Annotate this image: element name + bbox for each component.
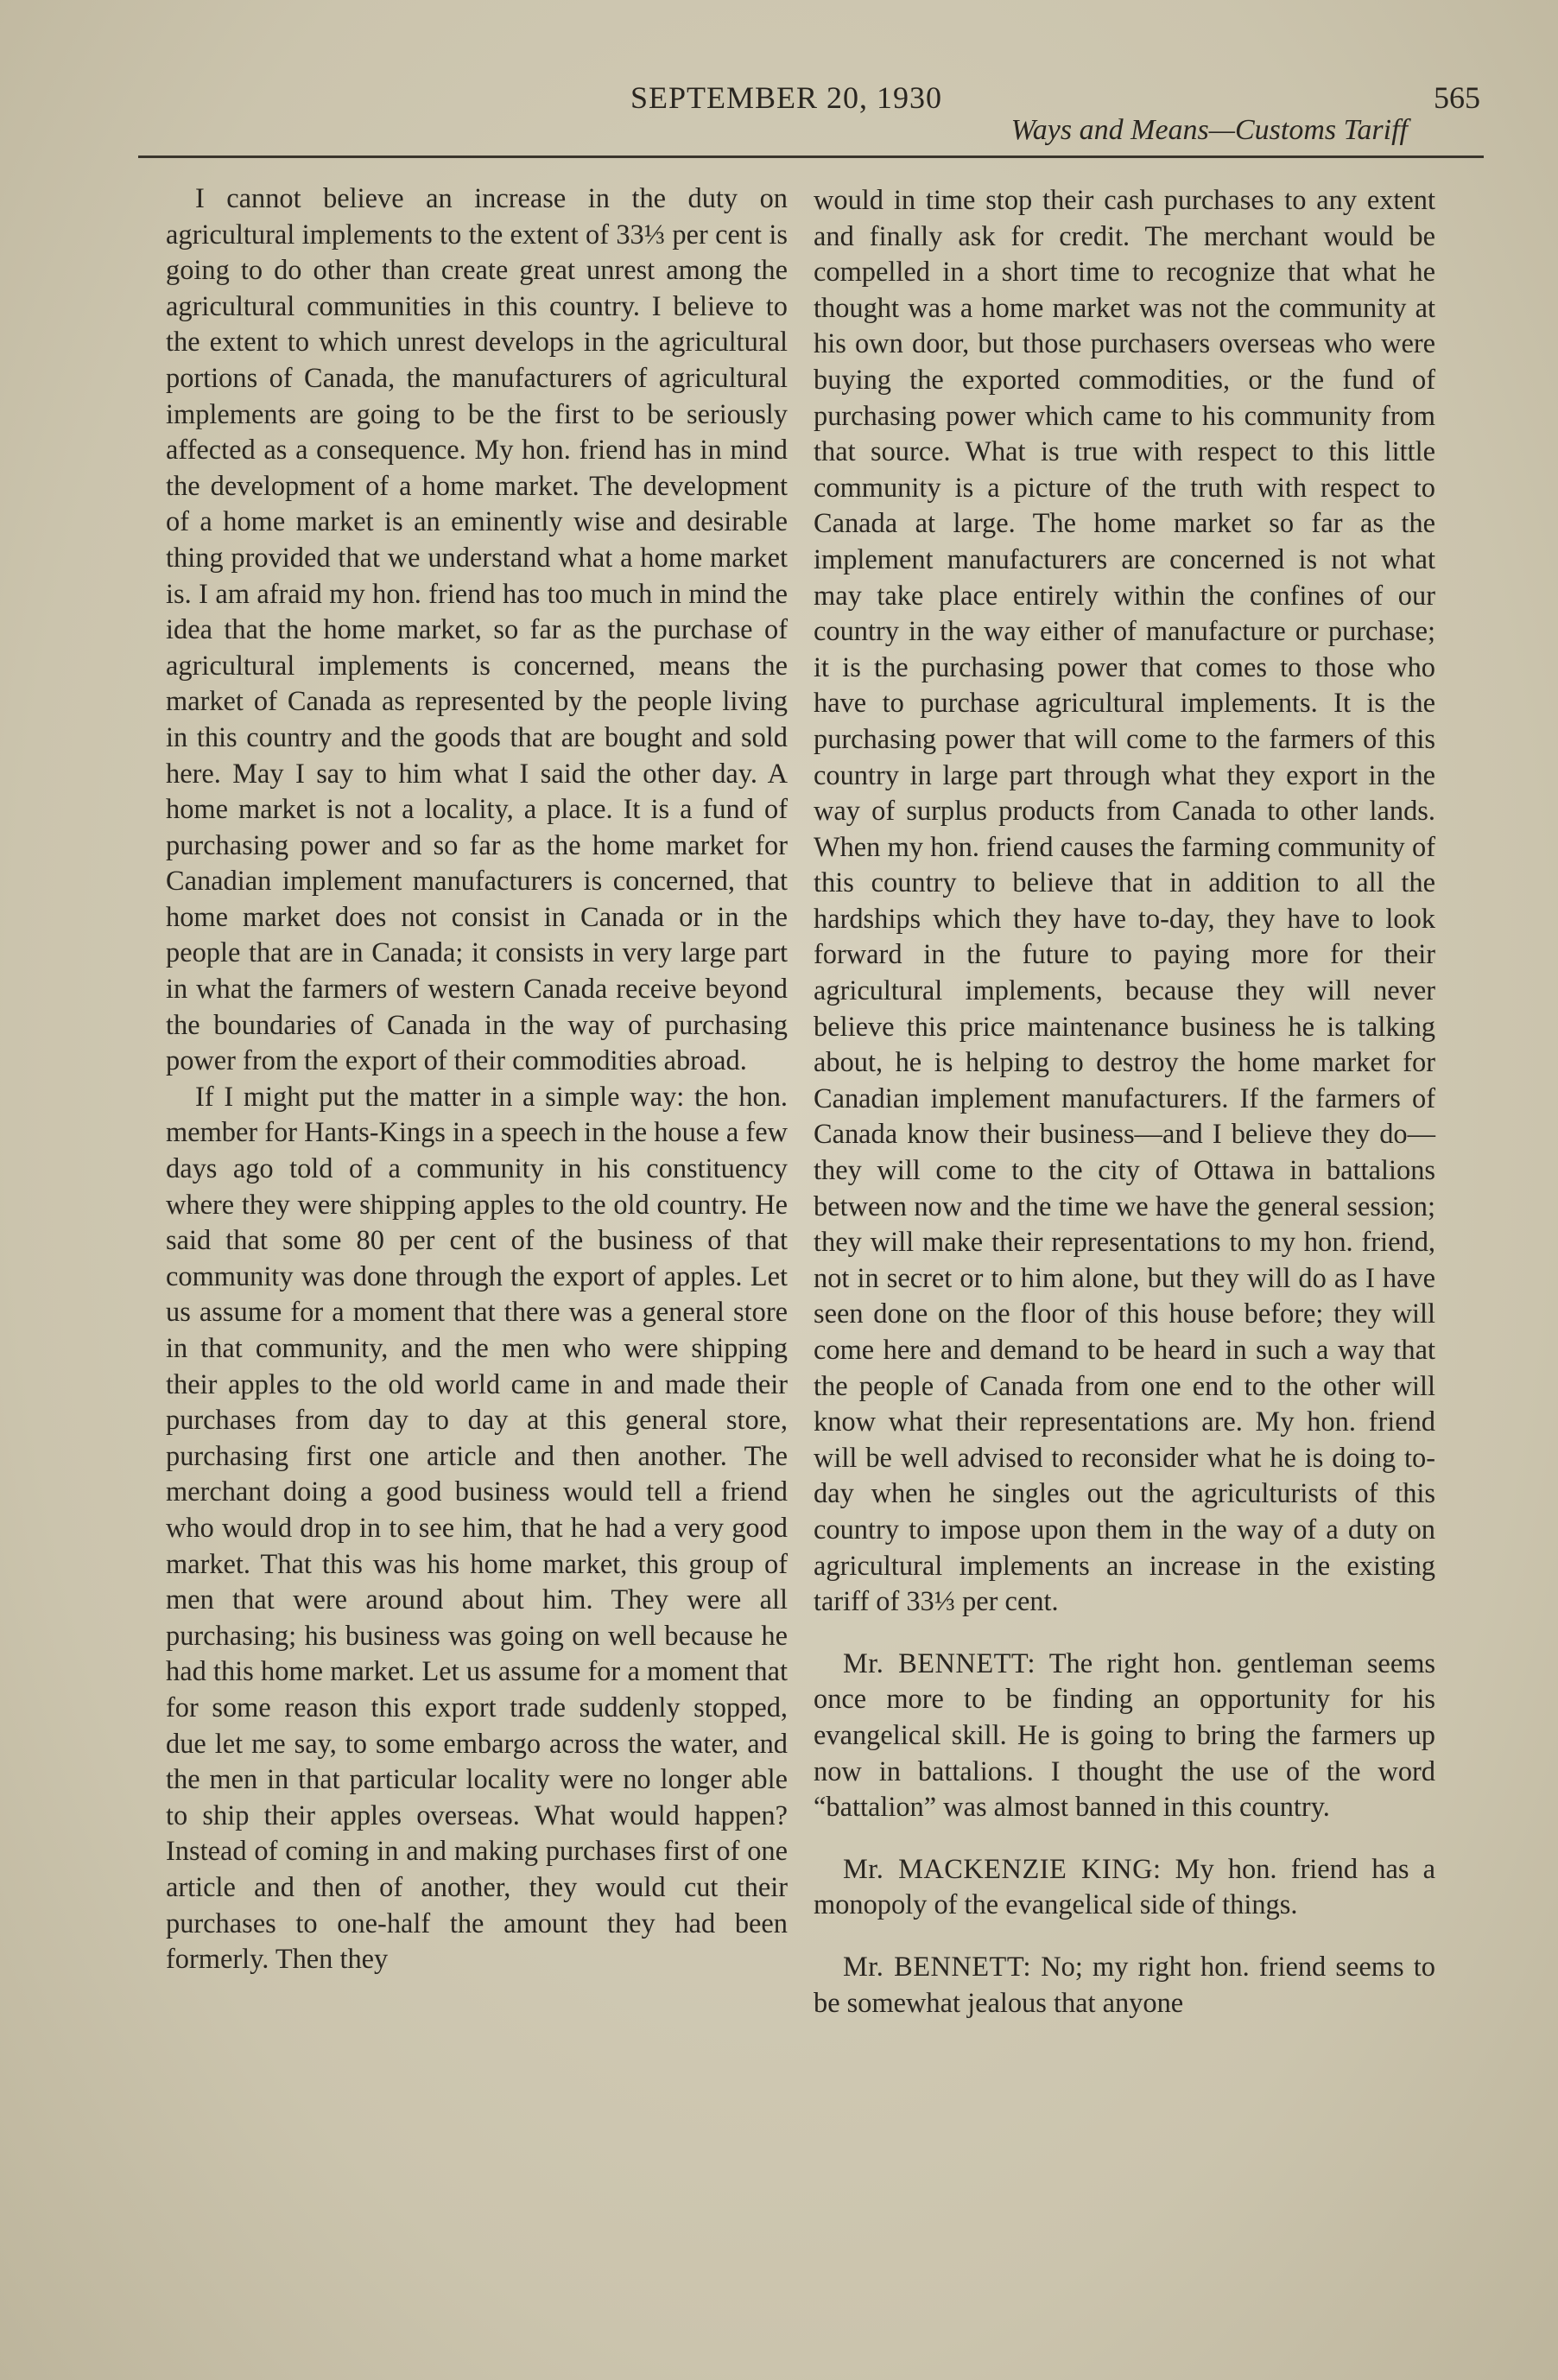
running-title: Ways and Means—Customs Tariff bbox=[1010, 114, 1408, 146]
left-column bbox=[166, 181, 788, 1978]
speech-paragraph bbox=[814, 1852, 1435, 1924]
speech-text: No; my right hon. friend seems to be somewhat jealous that anyone bbox=[814, 1951, 1435, 2019]
speaker-name: Mr. MACKENZIE KING: bbox=[843, 1853, 1162, 1885]
header-date: SEPTEMBER 20, 1930 bbox=[630, 80, 943, 115]
speaker-name: Mr. BENNETT: bbox=[843, 1951, 1032, 1983]
speaker-name: Mr. BENNETT: bbox=[843, 1647, 1036, 1679]
speech-text: My hon. friend has a monopoly of the evangelical side of things. bbox=[814, 1853, 1435, 1921]
speech-text: The right hon. gentleman seems once more to be finding an opportunity for his evangelical skill. He is going to bring the farmers up now in battalions. I thought the use of the word “battalion” was almost banned in this country. bbox=[814, 1647, 1435, 1824]
paragraph: If I might put the matter in a simple way: the hon. member for Hants-Kings in a speech in the house a few days ago told of a community in his constituency where they were shipping apples to the old country. He said that some 80 per cent of the business of that community was done through the export of apples. Let us assume for a moment that there was a general store in that community, and the men who were shipping their apples to the old world came in and made their purchases from day to day at this general store, purchasing first one article and then another. The merchant doing a good business would tell a friend who would drop in to see him, that he had a very good market. That this was his home market, this group of men that were around about him. They were all purchasing; his business was going on well because he had this home market. Let us assume for a moment that for some reason this export trade suddenly stopped, due let me say, to some embargo across the water, and the men in that particular locality were no longer able to ship their apples overseas. What would happen? Instead of coming in and making purchases first of one article and then of another, they would cut their purchases to one-half the amount they had been formerly. Then they bbox=[166, 1081, 788, 1976]
speech-paragraph bbox=[814, 1647, 1435, 1826]
header-rule bbox=[138, 155, 1484, 158]
paragraph: would in time stop their cash purchases to any extent and finally ask for credit. The merchant would be compelled in a short time to recognize that what he thought was a home market was not the community at his own door, but those purchasers overseas who were buying the exported commodities, or the fund of purchasing power which came to his community from that source. What is true with respect to this little community is a picture of the truth with respect to Canada at large. The home market so far as the implement manufacturers are concerned is not what may take place entirely within the confines of our country in the way either of manufacture or purchase; it is the purchasing power that comes to those who have to purchase agricultural implements. It is the purchasing power that will come to the farmers of this country in large part through what they export in the way of surplus products from Canada to other lands. When my hon. friend causes the farming community of this country to believe that in addition to all the hardships which they have to-day, they have to look forward in the future to paying more for their agricultural implements, because they will never believe this price maintenance business he is talking about, he is helping to destroy the home market for Canadian implement manufacturers. If the farmers of Canada know their business—and I believe they do—they will come to the city of Ottawa in battalions between now and the time we have the general session; they will make their representations to my hon. friend, not in secret or to him alone, but they will do as I have seen done on the floor of this house before; they will come here and demand to be heard in such a way that the people of Canada from one end to the other will know what their representations are. My hon. friend will be well advised to reconsider what he is doing to-day when he singles out the agriculturists of this country to impose upon them in the way of a duty on agricultural implements an increase in the existing tariff of 33⅓ per cent. bbox=[814, 185, 1435, 1618]
right-column bbox=[814, 183, 1435, 2021]
page-number: 565 bbox=[1434, 80, 1480, 115]
speech-paragraph bbox=[814, 1950, 1435, 2021]
paragraph: I cannot believe an increase in the duty on agricultural implements to the extent of 33⅓ per cent is going to do other than create great unrest among the agricultural communities in this country. I believe to the extent to which unrest develops in the agricultural portions of Canada, the manufacturers of agricultural implements are going to be the first to be seriously affected as a consequence. My hon. friend has in mind the development of a home market. The development of a home market is an eminently wise and desirable thing provided that we understand what a home market is. I am afraid my hon. friend has too much in mind the idea that the home market, so far as the purchase of agricultural implements is concerned, means the market of Canada as represented by the people living in this country and the goods that are bought and sold here. May I say to him what I said the other day. A home market is not a locality, a place. It is a fund of purchasing power and so far as the home market for Canadian implement manufacturers is concerned, that home market does not consist in Canada or in the people that are in Canada; it consists in very large part in what the farmers of western Canada receive beyond the boundaries of Canada in the way of purchasing power from the export of their commodities abroad. bbox=[166, 183, 788, 1077]
